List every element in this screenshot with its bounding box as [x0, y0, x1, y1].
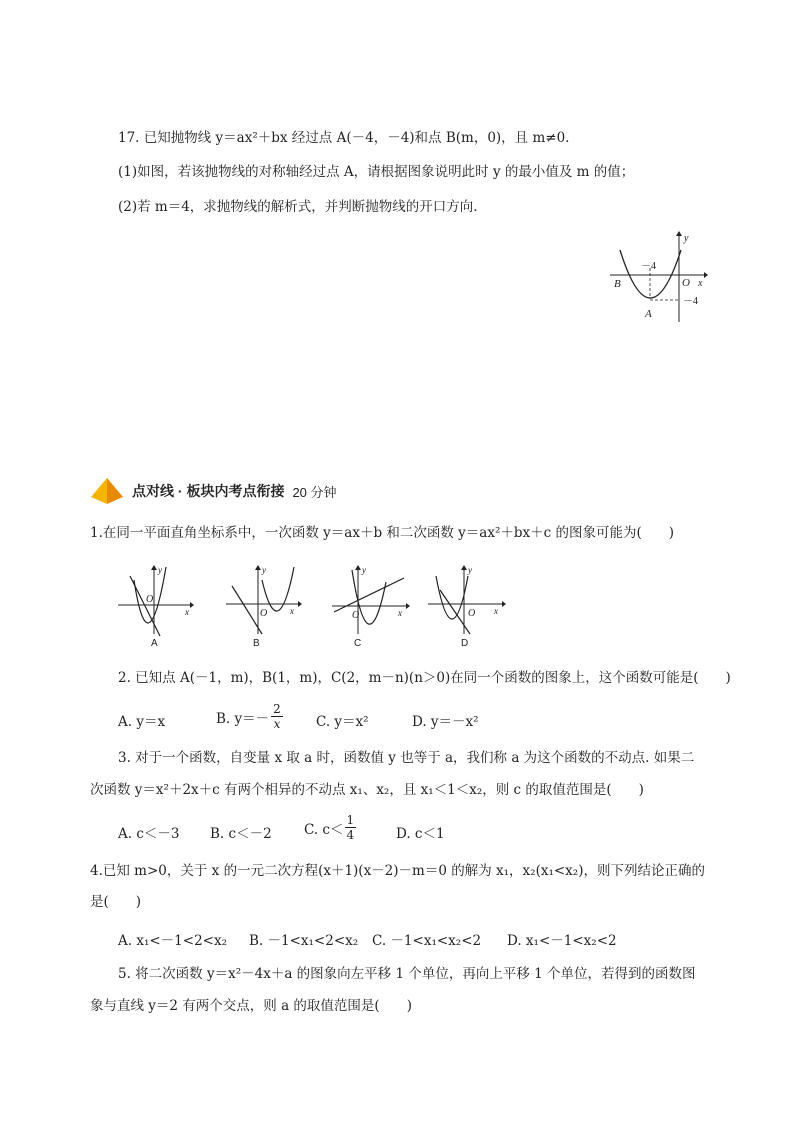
section-header [90, 474, 337, 508]
q1a-origin: O [146, 594, 154, 605]
q3-line2: 次函数 y＝x²＋2x＋c 有两个相异的不动点 x₁、x₂，且 x₁＜1＜x₂，则 c 的取值范围是( ) [90, 782, 644, 798]
q4-line1: 4.已知 m>0，关于 x 的一元二次方程(x＋1)(x－2)－m＝0 的解为 x₁，x₂(x₁<x₂)，则下列结论正确的 [90, 863, 705, 879]
q1d-y-label: y [468, 565, 472, 575]
fig17-b-label: B [614, 278, 621, 290]
q1a-x-label: x [185, 607, 189, 617]
fig17-origin-label: O [682, 277, 690, 289]
q17-stem: 17. 已知抛物线 y＝ax²＋bx 经过点 A(－4，－4)和点 B(m，0)，且 m≠0. [118, 130, 570, 146]
q2-option-b [216, 702, 283, 731]
q3-option-c-prefix: C. c＜ [304, 821, 344, 838]
q1d-x-label: x [494, 606, 498, 616]
q3-option-b: B. c＜－2 [210, 826, 272, 842]
q3-fraction-numerator: 1 [346, 813, 355, 827]
q1b-origin: O [260, 608, 268, 619]
q3-line1: 3. 对于一个函数，自变量 x 取 a 时，函数值 y 也等于 a，我们称 a 为这个函数的不动点. 如果二 [118, 750, 695, 766]
q1b-x-label: x [290, 606, 294, 616]
q4-option-d: D. x₁<－1<x₂<2 [507, 933, 617, 949]
q1-caption-c: C [354, 638, 362, 649]
q1-graph-d [426, 562, 508, 642]
fig17-x-label: x [698, 278, 703, 289]
q4-option-a: A. x₁<－1<2<x₂ [118, 933, 227, 949]
q1c-origin: O [352, 610, 360, 621]
q3-option-d: D. c＜1 [396, 826, 445, 842]
q2-option-b-prefix: B. y＝－ [216, 710, 270, 727]
q1-stem: 1.在同一平面直角坐标系中，一次函数 y＝ax＋b 和二次函数 y＝ax²＋bx＋c 的图象可能为( ) [90, 525, 675, 541]
q1-graph-a [116, 562, 196, 642]
q1a-y-label: y [158, 565, 162, 575]
section-title: 点对线 · 板块内考点衔接 [132, 483, 285, 499]
q3-option-a: A. c＜－3 [118, 826, 180, 842]
q5-line2: 象与直线 y＝2 有两个交点，则 a 的取值范围是( ) [90, 998, 412, 1014]
q1-caption-a: A [151, 638, 158, 649]
q4-option-b: B. －1<x₁<2<x₂ [249, 933, 359, 949]
q5-line1: 5. 将二次函数 y＝x²－4x＋a 的图象向左平移 1 个单位，再向上平移 1 个单位，若得到的函数图 [118, 966, 696, 982]
q17-figure [608, 228, 708, 328]
q1b-y-label: y [262, 565, 266, 575]
q1c-x-label: x [398, 608, 402, 618]
q1d-origin: O [468, 608, 476, 619]
q2-option-b-fraction [271, 702, 283, 731]
q17-part2: (2)若 m＝4，求抛物线的解析式，并判断抛物线的开口方向. [118, 199, 478, 215]
q4-line2: 是( ) [90, 894, 142, 910]
fig17-y-label: y [684, 233, 689, 244]
q1-caption-b: B [253, 638, 260, 649]
q1-caption-d: D [461, 638, 469, 649]
section-time: 20 分钟 [292, 484, 337, 500]
pyramid-icon [90, 477, 124, 505]
q3-option-c [304, 813, 356, 842]
q3-option-c-fraction [345, 813, 357, 842]
q17-part1: (1)如图，若该抛物线的对称轴经过点 A，请根据图象说明此时 y 的最小值及 m 的值； [118, 164, 635, 180]
q2-fraction-denominator: x [273, 717, 281, 731]
q1-graph-c [330, 562, 412, 642]
q1c-y-label: y [362, 565, 366, 575]
q2-option-a: A. y＝x [118, 714, 166, 730]
q2-option-c: C. y＝x² [316, 714, 369, 730]
fig17-x-tick: －4 [641, 261, 656, 272]
q4-option-c: C. －1<x₁<x₂<2 [372, 933, 482, 949]
fig17-y-tick: －4 [683, 296, 698, 307]
q2-stem: 2. 已知点 A(－1，m)，B(1，m)，C(2，m－n)(n＞0)在同一个函数的图象上，这个函数可能是( ) [118, 670, 731, 686]
q3-fraction-denominator: 4 [346, 828, 355, 842]
q2-option-d: D. y＝－x² [412, 714, 479, 730]
q2-fraction-numerator: 2 [273, 702, 281, 716]
fig17-a-label: A [645, 308, 652, 320]
q1-graph-b [224, 562, 304, 642]
